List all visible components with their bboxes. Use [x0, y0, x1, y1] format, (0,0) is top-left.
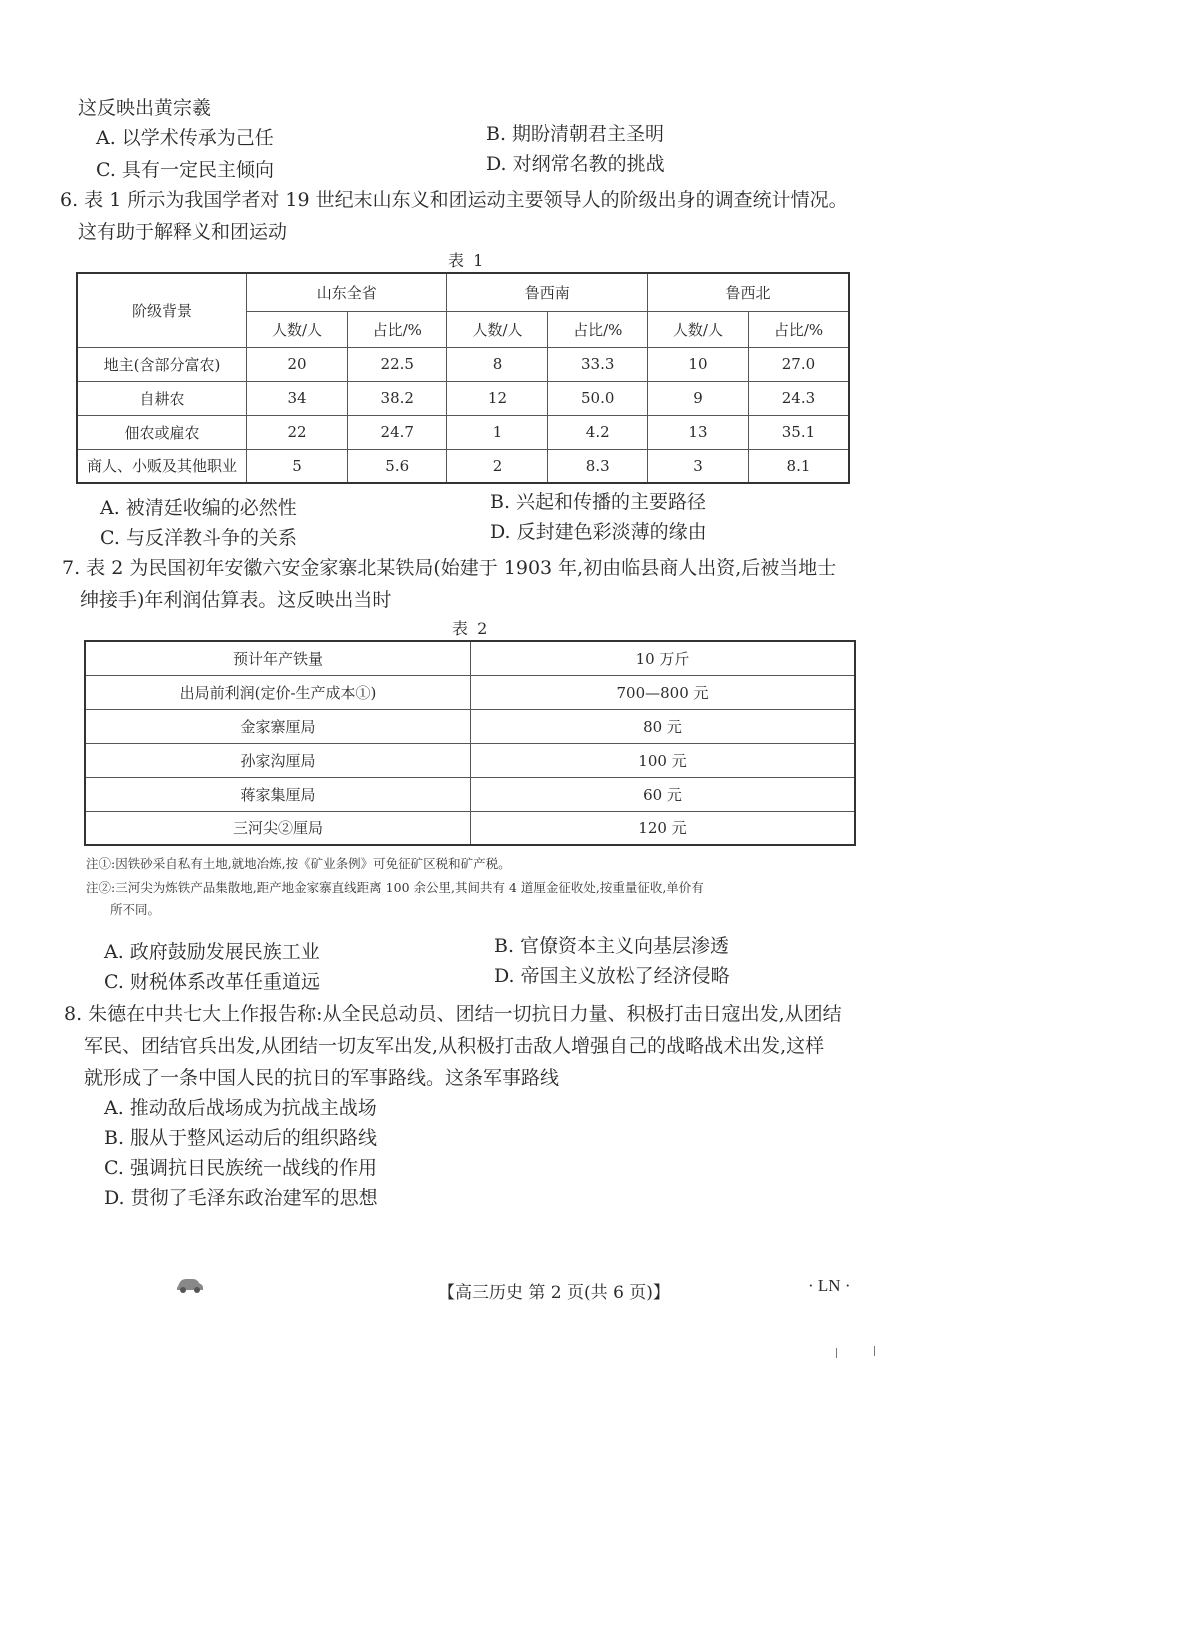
cell: 22.5	[347, 347, 447, 381]
q6-subheader-count: 人数/人	[647, 311, 748, 347]
row-label: 地主(含部分富农)	[77, 347, 247, 381]
q6-stem-line2: 这有助于解释义和团运动	[78, 221, 288, 243]
cell: 3	[647, 449, 748, 483]
table-row	[77, 381, 849, 415]
table-row	[85, 641, 855, 675]
page-number-label: 【高三历史 第 2 页(共 6 页)】	[438, 1283, 670, 1303]
q6-header-region-2: 鲁西南	[447, 273, 647, 311]
table-row	[77, 347, 849, 381]
q5-option-a: A. 以学术传承为己任	[96, 127, 274, 149]
row-label: 蒋家集厘局	[85, 777, 471, 811]
q5-option-c: C. 具有一定民主倾向	[96, 159, 274, 181]
cell: 1	[447, 415, 548, 449]
cell: 120 元	[471, 811, 856, 845]
q6-subheader-percent: 占比/%	[548, 311, 648, 347]
row-label: 佃农或雇农	[77, 415, 247, 449]
row-label: 预计年产铁量	[85, 641, 471, 675]
cell: 33.3	[548, 347, 648, 381]
q6-table-caption: 表 1	[448, 251, 486, 270]
q6-header-region-3: 鲁西北	[647, 273, 849, 311]
row-label: 商人、小贩及其他职业	[77, 449, 247, 483]
table-row	[85, 709, 855, 743]
cell: 10 万斤	[471, 641, 856, 675]
cell: 50.0	[548, 381, 648, 415]
q6-header-class: 阶级背景	[77, 273, 247, 347]
q6-stem-line1: 6. 表 1 所示为我国学者对 19 世纪末山东义和团运动主要领导人的阶级出身的调查统计情况。	[60, 189, 848, 211]
row-label: 金家寨厘局	[85, 709, 471, 743]
cell: 100 元	[471, 743, 856, 777]
cell: 10	[647, 347, 748, 381]
q6-table	[76, 272, 850, 484]
scan-mark	[836, 1348, 837, 1358]
q7-option-d: D. 帝国主义放松了经济侵略	[494, 965, 730, 987]
cell: 24.3	[748, 381, 849, 415]
q6-subheader-percent: 占比/%	[347, 311, 447, 347]
q7-stem-line1: 7. 表 2 为民国初年安徽六安金家寨北某铁局(始建于 1903 年,初由临县商人出资,后被当地士	[62, 557, 837, 579]
q7-table	[84, 640, 856, 846]
q7-option-c: C. 财税体系改革任重道远	[104, 971, 320, 993]
cell: 8.1	[748, 449, 849, 483]
paper-code: · LN ·	[808, 1276, 851, 1295]
q6-option-b: B. 兴起和传播的主要路径	[490, 491, 707, 513]
q7-table-caption: 表 2	[452, 619, 490, 638]
q7-option-a: A. 政府鼓励发展民族工业	[104, 941, 320, 963]
table-row	[85, 811, 855, 845]
q8-option-b: B. 服从于整风运动后的组织路线	[104, 1127, 378, 1149]
cell: 8.3	[548, 449, 648, 483]
table-row	[85, 743, 855, 777]
cell: 13	[647, 415, 748, 449]
cell: 24.7	[347, 415, 447, 449]
cell: 22	[247, 415, 348, 449]
table-row	[77, 449, 849, 483]
cell: 27.0	[748, 347, 849, 381]
q6-option-a: A. 被清廷收编的必然性	[100, 497, 297, 519]
q6-option-c: C. 与反洋教斗争的关系	[100, 527, 297, 549]
cell: 5	[247, 449, 348, 483]
q8-stem-line2: 军民、团结官兵出发,从团结一切友军出发,从积极打击敌人增强自己的战略战术出发,这样	[84, 1035, 825, 1057]
q6-subheader-percent: 占比/%	[748, 311, 849, 347]
cell: 38.2	[347, 381, 447, 415]
q5-option-d: D. 对纲常名教的挑战	[486, 153, 665, 175]
scan-mark	[874, 1346, 875, 1356]
q5-option-b: B. 期盼清朝君主圣明	[486, 123, 665, 145]
row-label: 自耕农	[77, 381, 247, 415]
q6-subheader-count: 人数/人	[447, 311, 548, 347]
cell: 9	[647, 381, 748, 415]
cell: 8	[447, 347, 548, 381]
q6-header-region-1: 山东全省	[247, 273, 447, 311]
q8-option-d: D. 贯彻了毛泽东政治建军的思想	[104, 1187, 378, 1209]
cell: 700—800 元	[471, 675, 856, 709]
q5-stem-tail: 这反映出黄宗羲	[78, 97, 212, 119]
table-row	[77, 415, 849, 449]
cell: 20	[247, 347, 348, 381]
cell: 35.1	[748, 415, 849, 449]
q6-subheader-count: 人数/人	[247, 311, 348, 347]
q8-option-c: C. 强调抗日民族统一战线的作用	[104, 1157, 377, 1179]
table-row	[85, 675, 855, 709]
q8-option-a: A. 推动敌后战场成为抗战主战场	[104, 1097, 377, 1119]
q7-note-2-line2: 所不同。	[110, 902, 161, 917]
q6-option-d: D. 反封建色彩淡薄的缘由	[490, 521, 707, 543]
cell: 60 元	[471, 777, 856, 811]
row-label: 孙家沟厘局	[85, 743, 471, 777]
cell: 80 元	[471, 709, 856, 743]
cell: 34	[247, 381, 348, 415]
car-icon	[174, 1276, 204, 1298]
cell: 2	[447, 449, 548, 483]
table-row	[85, 777, 855, 811]
row-label: 出局前利润(定价-生产成本①)	[85, 675, 471, 709]
q8-stem-line3: 就形成了一条中国人民的抗日的军事路线。这条军事路线	[84, 1067, 560, 1089]
cell: 4.2	[548, 415, 648, 449]
q7-stem-line2: 绅接手)年利润估算表。这反映出当时	[80, 589, 392, 611]
q8-stem-line1: 8. 朱德在中共七大上作报告称:从全民总动员、团结一切抗日力量、积极打击日寇出发,从团结	[64, 1003, 842, 1025]
q7-note-1: 注①:因铁砂采自私有土地,就地冶炼,按《矿业条例》可免征矿区税和矿产税。	[86, 856, 511, 871]
q7-note-2-line1: 注②:三河尖为炼铁产品集散地,距产地金家寨直线距离 100 余公里,其间共有 4 道厘金征收处,按重量征收,单价有	[86, 880, 704, 895]
row-label: 三河尖②厘局	[85, 811, 471, 845]
cell: 12	[447, 381, 548, 415]
cell: 5.6	[347, 449, 447, 483]
q7-option-b: B. 官僚资本主义向基层渗透	[494, 935, 730, 957]
